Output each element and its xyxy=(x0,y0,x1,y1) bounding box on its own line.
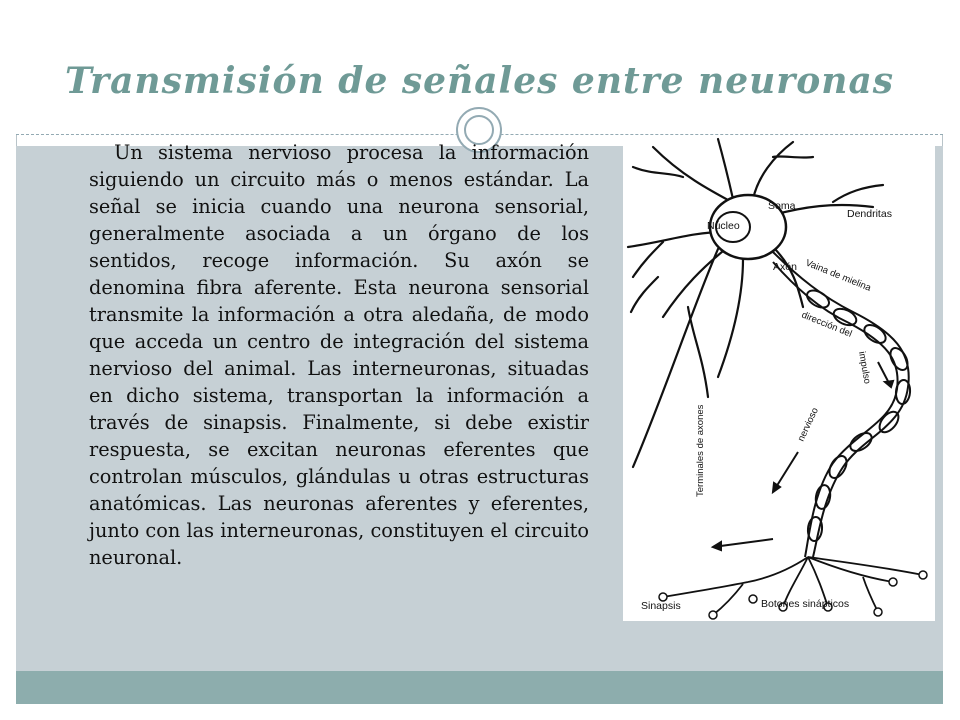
label-direccion: dirección del xyxy=(799,309,854,340)
footer-band xyxy=(16,671,943,704)
label-nervioso: nervioso xyxy=(795,406,821,444)
label-impulso: impulso xyxy=(856,350,873,385)
neuron-diagram xyxy=(623,137,935,621)
neuron-illustration xyxy=(623,137,935,621)
label-nucleo: Núcleo xyxy=(707,220,740,232)
label-dendritas: Dendritas xyxy=(847,208,892,220)
label-botones: Botones sinápticos xyxy=(761,598,850,610)
label-axon: Axón xyxy=(773,261,797,273)
body-paragraph: Un sistema nervioso procesa la información siguiendo un circuito más o menos estándar. La señal se inicia cuando una neurona sensorial, generalmente asociada a un órgano de los sentidos, recoge información. Su axón se denomina fibra aferente. Esta neurona sensorial transmite la información a otra aledaña, de modo que acceda un centro de integración del sistema nervioso del animal. Las interneuronas, situadas en dicho sistema, transportan la información a través de sinapsis. Finalmente, si debe existir respuesta, se excitan neuronas eferentes que controlan músculos, glándulas u otras estructuras anatómicas. Las neuronas aferentes y eferentes, junto con las interneuronas, constituyen el circuito neuronal. xyxy=(89,141,589,569)
slide-title: Transmisión de señales entre neuronas xyxy=(64,60,895,102)
label-vaina: Vaina de mielina xyxy=(803,257,873,294)
label-sinapsis: Sinapsis xyxy=(641,600,681,612)
label-terminales: Terminales de axones xyxy=(695,404,706,497)
label-soma: Soma xyxy=(768,200,796,212)
